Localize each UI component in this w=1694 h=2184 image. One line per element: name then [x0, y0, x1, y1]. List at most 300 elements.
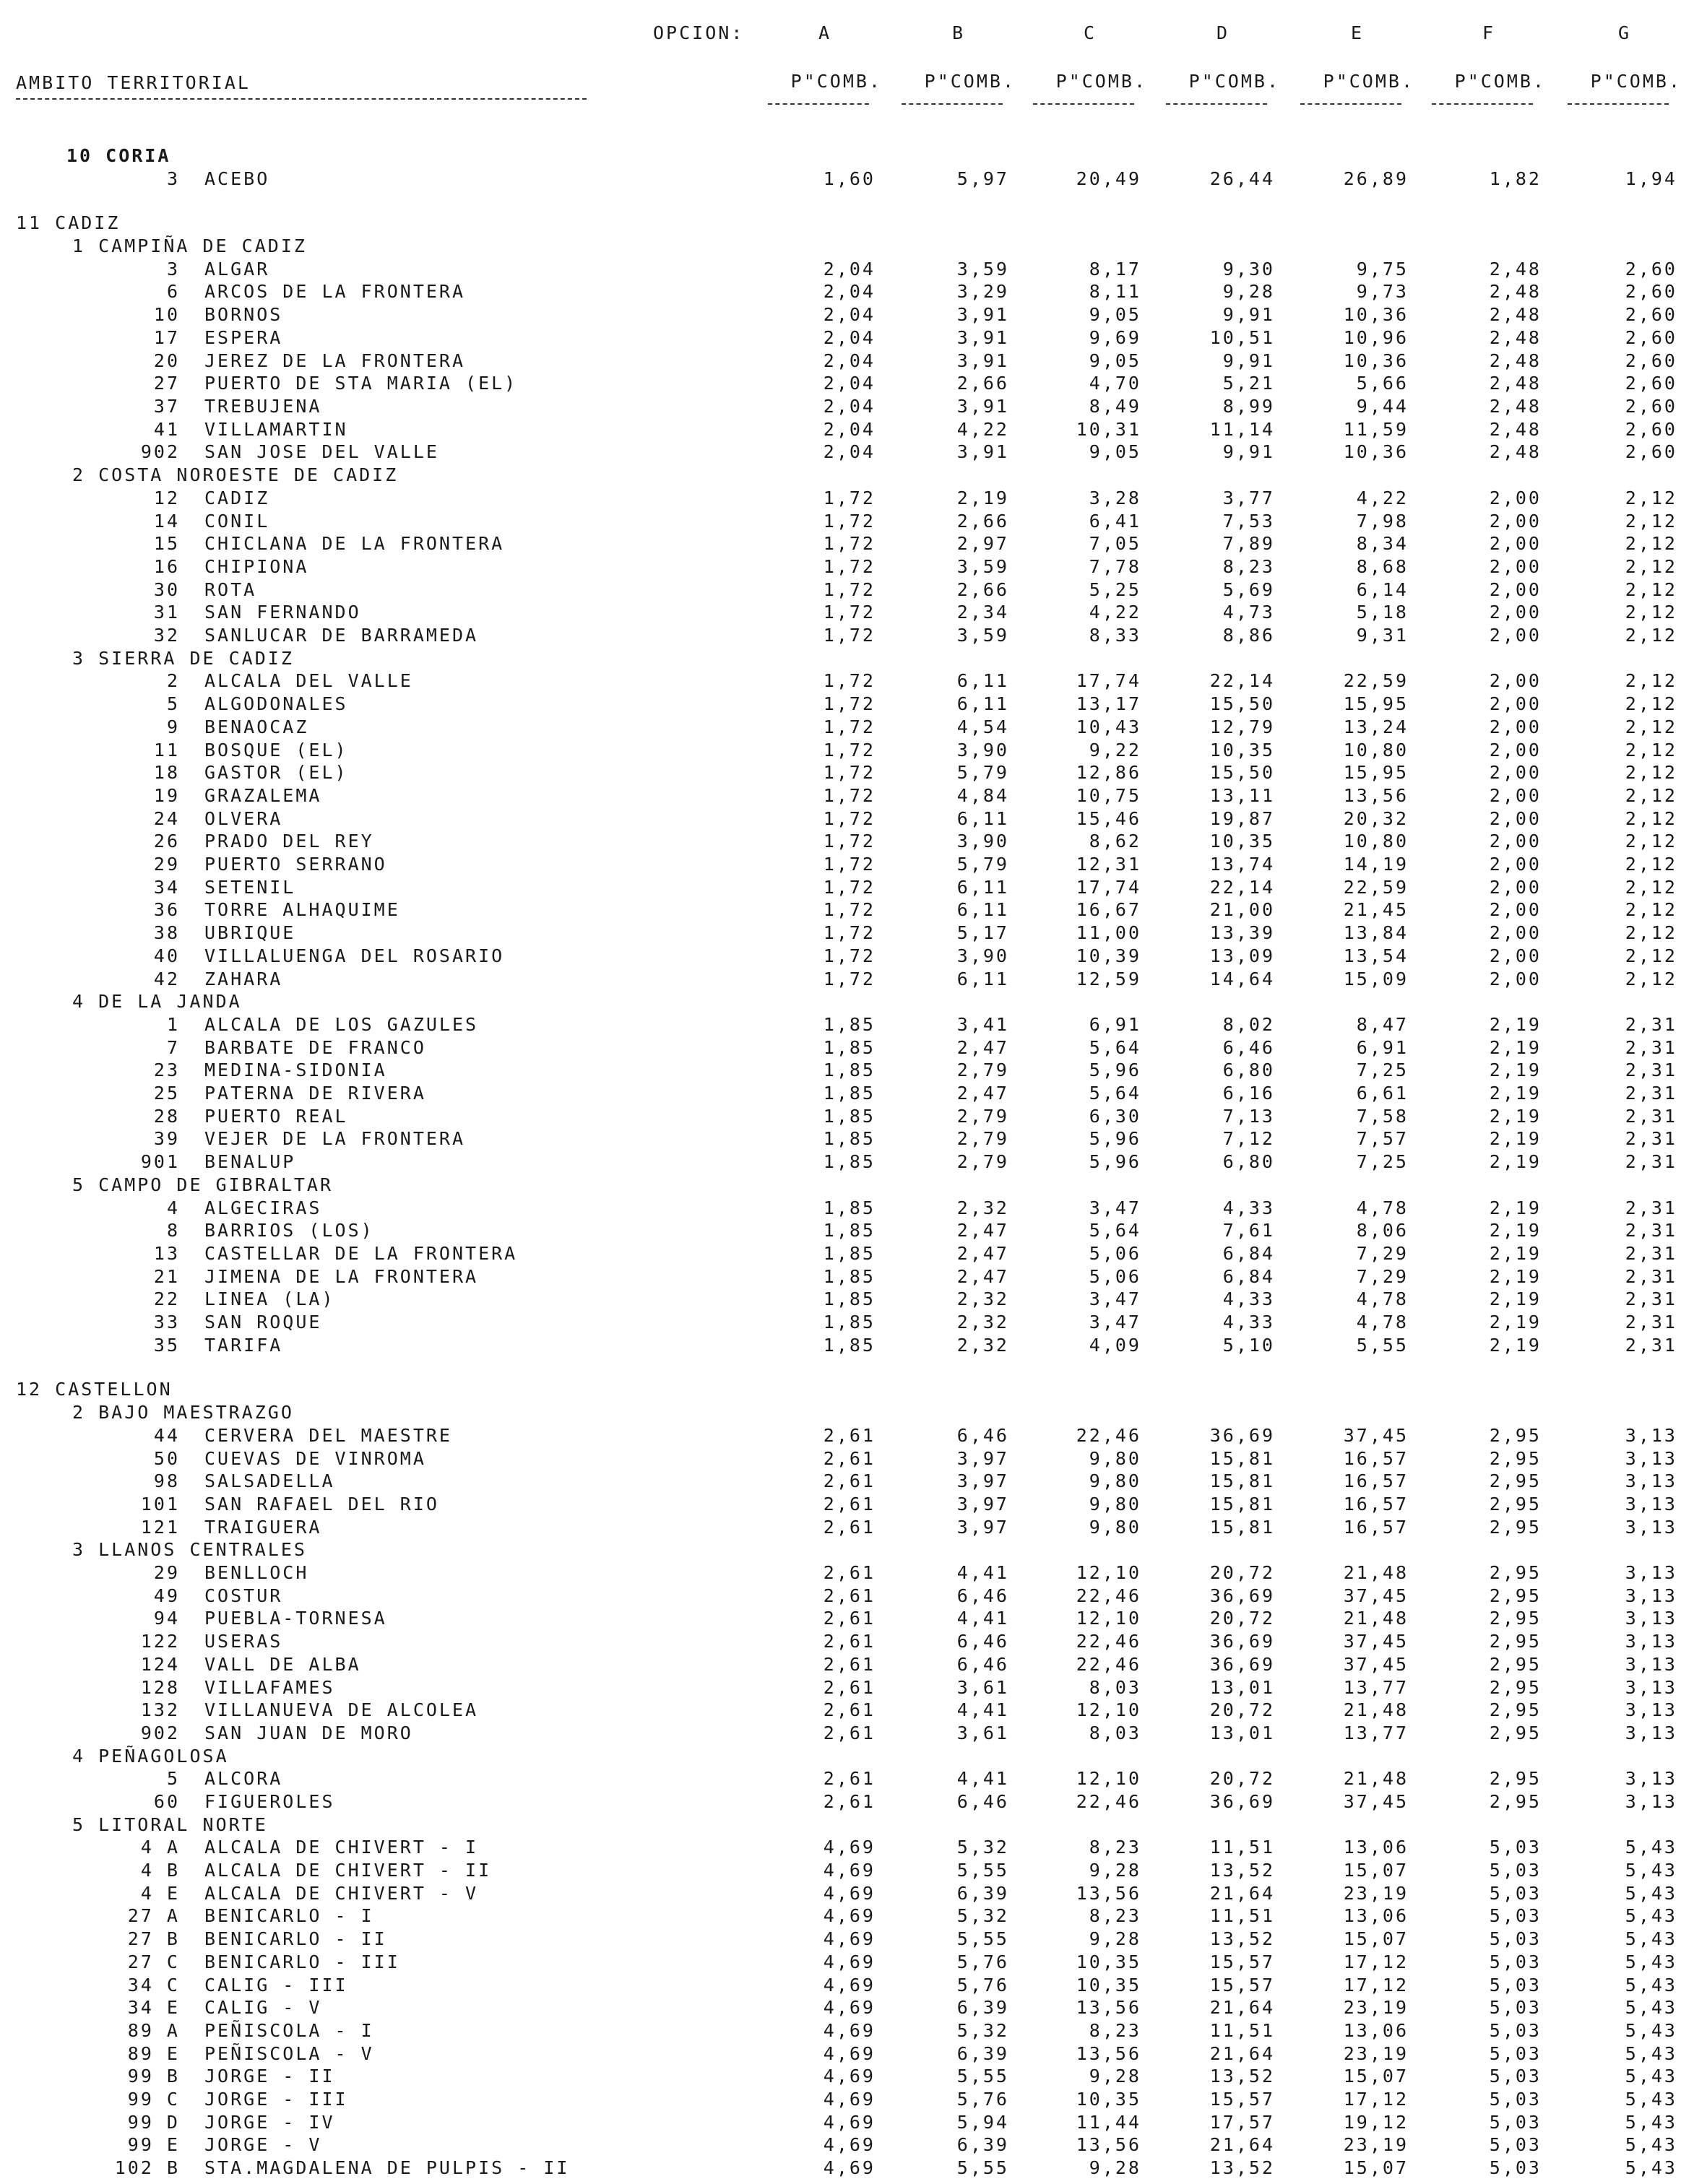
value-c: 3,28 — [1089, 488, 1141, 508]
value-a: 1,85 — [823, 1128, 876, 1149]
comarca-label: 3 LLANOS CENTRALES — [72, 1539, 307, 1560]
value-d: 8,23 — [1222, 556, 1275, 577]
value-d: 11,51 — [1209, 2020, 1275, 2041]
value-c: 10,39 — [1076, 945, 1141, 966]
value-a: 4,69 — [823, 1883, 876, 1904]
value-b: 2,79 — [956, 1128, 1009, 1149]
value-b: 3,29 — [956, 281, 1009, 302]
value-b: 2,66 — [956, 373, 1009, 394]
option-letter-f: F — [1482, 22, 1495, 43]
value-d: 7,89 — [1222, 533, 1275, 554]
value-g: 2,31 — [1625, 1197, 1677, 1218]
value-e: 10,96 — [1343, 327, 1409, 348]
value-b: 6,39 — [956, 1883, 1009, 1904]
municipality-code: 8 — [166, 1220, 180, 1241]
value-b: 3,97 — [956, 1517, 1009, 1538]
value-a: 1,85 — [823, 1106, 876, 1127]
value-d: 21,00 — [1209, 899, 1275, 920]
municipality-code: 2 — [166, 670, 180, 691]
value-g: 2,31 — [1625, 1220, 1677, 1241]
value-d: 5,21 — [1222, 373, 1275, 394]
value-e: 17,12 — [1343, 1951, 1409, 1972]
value-g: 2,12 — [1625, 877, 1677, 898]
municipality-name: UBRIQUE — [204, 922, 296, 943]
value-d: 19,87 — [1209, 808, 1275, 829]
value-d: 36,69 — [1209, 1585, 1275, 1606]
province-row — [0, 144, 1694, 167]
value-g: 3,13 — [1625, 1768, 1677, 1789]
value-e: 15,07 — [1343, 2157, 1409, 2178]
municipality-row — [0, 1790, 1694, 1813]
municipality-code: 42 — [153, 968, 180, 989]
value-a: 1,72 — [823, 556, 876, 577]
value-c: 12,31 — [1076, 854, 1141, 875]
value-f: 2,19 — [1489, 1037, 1542, 1058]
province-row — [0, 212, 1694, 234]
value-c: 5,06 — [1089, 1266, 1141, 1287]
value-a: 2,04 — [823, 350, 876, 371]
value-d: 14,64 — [1209, 968, 1275, 989]
municipality-code: 26 — [153, 831, 180, 852]
value-c: 9,28 — [1089, 1928, 1141, 1949]
value-a: 1,85 — [823, 1288, 876, 1309]
value-f: 2,95 — [1489, 1425, 1542, 1446]
value-c: 13,56 — [1076, 1997, 1141, 2018]
value-e: 10,36 — [1343, 441, 1409, 462]
municipality-code: 902 — [140, 1722, 180, 1743]
value-c: 5,96 — [1089, 1151, 1141, 1172]
municipality-row — [0, 487, 1694, 509]
value-a: 2,61 — [823, 1768, 876, 1789]
value-b: 2,47 — [956, 1037, 1009, 1058]
municipality-row — [0, 1219, 1694, 1242]
value-d: 7,53 — [1222, 511, 1275, 532]
value-g: 5,43 — [1625, 2089, 1677, 2110]
municipality-code: 9 — [166, 716, 180, 737]
value-c: 11,44 — [1076, 2112, 1141, 2133]
value-e: 15,07 — [1343, 2066, 1409, 2086]
value-e: 16,57 — [1343, 1448, 1409, 1469]
municipality-name: JEREZ DE LA FRONTERA — [204, 350, 466, 371]
value-b: 5,94 — [956, 2112, 1009, 2133]
value-c: 22,46 — [1076, 1654, 1141, 1675]
value-a: 1,72 — [823, 511, 876, 532]
comarca-row — [0, 464, 1694, 486]
municipality-code: 124 — [140, 1654, 180, 1675]
municipality-row — [0, 1722, 1694, 1744]
municipality-name: CASTELLAR DE LA FRONTERA — [204, 1243, 518, 1264]
value-e: 10,80 — [1343, 740, 1409, 760]
value-b: 5,55 — [956, 1860, 1009, 1881]
municipality-name: GRAZALEMA — [204, 785, 322, 806]
value-d: 15,57 — [1209, 1975, 1275, 1996]
value-e: 13,84 — [1343, 922, 1409, 943]
value-b: 3,90 — [956, 740, 1009, 760]
value-e: 14,19 — [1343, 854, 1409, 875]
municipality-code: 11 — [153, 740, 180, 760]
value-f: 2,48 — [1489, 373, 1542, 394]
value-g: 2,12 — [1625, 625, 1677, 646]
value-f: 2,00 — [1489, 922, 1542, 943]
value-g: 3,13 — [1625, 1791, 1677, 1812]
municipality-row — [0, 326, 1694, 349]
municipality-name: BORNOS — [204, 304, 283, 325]
municipality-name: ALCALA DE LOS GAZULES — [204, 1014, 479, 1035]
value-a: 4,69 — [823, 1837, 876, 1858]
value-f: 2,19 — [1489, 1151, 1542, 1172]
value-e: 15,95 — [1343, 693, 1409, 714]
value-e: 4,78 — [1356, 1197, 1409, 1218]
value-b: 4,22 — [956, 419, 1009, 440]
value-c: 8,17 — [1089, 259, 1141, 280]
value-a: 2,61 — [823, 1448, 876, 1469]
municipality-row — [0, 1265, 1694, 1288]
value-e: 7,58 — [1356, 1106, 1409, 1127]
value-g: 2,12 — [1625, 854, 1677, 875]
value-d: 6,80 — [1222, 1151, 1275, 1172]
value-c: 13,56 — [1076, 1883, 1141, 1904]
value-c: 5,96 — [1089, 1128, 1141, 1149]
municipality-code: 1 — [166, 1014, 180, 1035]
value-f: 2,00 — [1489, 716, 1542, 737]
value-c: 8,03 — [1089, 1677, 1141, 1698]
value-c: 20,49 — [1076, 168, 1141, 189]
value-f: 2,00 — [1489, 488, 1542, 508]
value-g: 2,60 — [1625, 396, 1677, 417]
value-e: 7,57 — [1356, 1128, 1409, 1149]
value-b: 2,32 — [956, 1335, 1009, 1356]
value-a: 1,85 — [823, 1266, 876, 1287]
value-b: 5,32 — [956, 1837, 1009, 1858]
value-c: 5,96 — [1089, 1060, 1141, 1080]
value-f: 2,00 — [1489, 762, 1542, 783]
value-d: 22,14 — [1209, 670, 1275, 691]
value-f: 2,48 — [1489, 327, 1542, 348]
value-e: 13,77 — [1343, 1722, 1409, 1743]
municipality-row — [0, 898, 1694, 921]
value-a: 1,60 — [823, 168, 876, 189]
value-e: 15,07 — [1343, 1928, 1409, 1949]
municipality-row — [0, 853, 1694, 875]
value-f: 2,95 — [1489, 1654, 1542, 1675]
value-g: 2,12 — [1625, 602, 1677, 623]
value-c: 9,80 — [1089, 1448, 1141, 1469]
value-g: 5,43 — [1625, 2134, 1677, 2155]
value-c: 12,86 — [1076, 762, 1141, 783]
municipality-code: 5 — [166, 1768, 180, 1789]
value-g: 3,13 — [1625, 1585, 1677, 1606]
municipality-row — [0, 1127, 1694, 1150]
value-e: 5,55 — [1356, 1335, 1409, 1356]
value-e: 37,45 — [1343, 1585, 1409, 1606]
value-g: 2,12 — [1625, 556, 1677, 577]
column-header-g: P"COMB. — [1590, 71, 1682, 92]
municipality-code: 34 C — [127, 1975, 180, 1996]
municipality-code: 18 — [153, 762, 180, 783]
value-b: 3,91 — [956, 327, 1009, 348]
value-g: 5,43 — [1625, 2112, 1677, 2133]
value-c: 9,28 — [1089, 2066, 1141, 2086]
value-b: 6,39 — [956, 2043, 1009, 2064]
municipality-code: 44 — [153, 1425, 180, 1446]
value-g: 3,13 — [1625, 1631, 1677, 1652]
comarca-row — [0, 647, 1694, 670]
value-e: 13,06 — [1343, 1837, 1409, 1858]
municipality-name: LINEA (LA) — [204, 1288, 335, 1309]
value-f: 2,48 — [1489, 304, 1542, 325]
value-a: 2,04 — [823, 396, 876, 417]
value-c: 5,64 — [1089, 1083, 1141, 1104]
municipality-name: TORRE ALHAQUIME — [204, 899, 400, 920]
municipality-row — [0, 258, 1694, 280]
value-g: 3,13 — [1625, 1494, 1677, 1514]
value-e: 15,95 — [1343, 762, 1409, 783]
municipality-row — [0, 1150, 1694, 1173]
value-e: 21,45 — [1343, 899, 1409, 920]
comarca-label: 5 CAMPO DE GIBRALTAR — [72, 1174, 334, 1195]
value-f: 2,19 — [1489, 1220, 1542, 1241]
value-c: 4,09 — [1089, 1335, 1141, 1356]
value-c: 10,75 — [1076, 785, 1141, 806]
value-g: 2,12 — [1625, 579, 1677, 600]
value-d: 20,72 — [1209, 1562, 1275, 1583]
value-b: 3,59 — [956, 625, 1009, 646]
value-a: 1,72 — [823, 740, 876, 760]
municipality-name: PUERTO DE STA MARIA (EL) — [204, 373, 518, 394]
municipality-code: 101 — [140, 1494, 180, 1514]
value-e: 37,45 — [1343, 1631, 1409, 1652]
value-a: 1,72 — [823, 693, 876, 714]
municipality-name: JORGE - IV — [204, 2112, 335, 2133]
value-d: 6,80 — [1222, 1060, 1275, 1080]
value-d: 13,52 — [1209, 2157, 1275, 2178]
value-f: 2,00 — [1489, 831, 1542, 852]
value-b: 6,46 — [956, 1631, 1009, 1652]
municipality-code: 36 — [153, 899, 180, 920]
value-e: 7,25 — [1356, 1060, 1409, 1080]
value-d: 10,51 — [1209, 327, 1275, 348]
municipality-name: VILLAMARTIN — [204, 419, 348, 440]
value-f: 2,95 — [1489, 1494, 1542, 1514]
value-g: 5,43 — [1625, 1951, 1677, 1972]
municipality-name: ROTA — [204, 579, 257, 600]
municipality-name: VILLALUENGA DEL ROSARIO — [204, 945, 505, 966]
municipality-code: 32 — [153, 625, 180, 646]
municipality-row — [0, 1836, 1694, 1858]
value-c: 15,46 — [1076, 808, 1141, 829]
value-e: 23,19 — [1343, 1997, 1409, 2018]
municipality-name: VALL DE ALBA — [204, 1654, 361, 1675]
value-f: 5,03 — [1489, 2112, 1542, 2133]
municipality-name: BARRIOS (LOS) — [204, 1220, 374, 1241]
municipality-name: ARCOS DE LA FRONTERA — [204, 281, 466, 302]
value-d: 17,57 — [1209, 2112, 1275, 2133]
municipality-code: 12 — [153, 488, 180, 508]
municipality-code: 22 — [153, 1288, 180, 1309]
value-d: 15,81 — [1209, 1494, 1275, 1514]
municipality-row — [0, 2111, 1694, 2133]
municipality-name: SAN JOSE DEL VALLE — [204, 441, 439, 462]
value-c: 3,47 — [1089, 1288, 1141, 1309]
province-label: 12 CASTELLON — [16, 1379, 173, 1400]
value-c: 10,31 — [1076, 419, 1141, 440]
municipality-row — [0, 968, 1694, 990]
value-d: 12,79 — [1209, 716, 1275, 737]
value-d: 5,10 — [1222, 1335, 1275, 1356]
value-a: 1,72 — [823, 831, 876, 852]
value-a: 4,69 — [823, 2089, 876, 2110]
value-e: 10,36 — [1343, 304, 1409, 325]
value-g: 2,60 — [1625, 281, 1677, 302]
municipality-name: BENICARLO - I — [204, 1905, 374, 1926]
value-b: 5,79 — [956, 762, 1009, 783]
value-g: 2,12 — [1625, 968, 1677, 989]
value-b: 6,46 — [956, 1791, 1009, 1812]
value-a: 4,69 — [823, 1951, 876, 1972]
value-g: 3,13 — [1625, 1425, 1677, 1446]
value-e: 23,19 — [1343, 1883, 1409, 1904]
opcion-label: OPCION: — [653, 22, 745, 43]
value-d: 22,14 — [1209, 877, 1275, 898]
value-b: 2,79 — [956, 1060, 1009, 1080]
value-c: 17,74 — [1076, 877, 1141, 898]
value-a: 4,69 — [823, 1975, 876, 1996]
value-f: 2,95 — [1489, 1517, 1542, 1538]
comarca-row — [0, 1745, 1694, 1767]
value-f: 5,03 — [1489, 1905, 1542, 1926]
municipality-row — [0, 1996, 1694, 2019]
column-header-e: P"COMB. — [1323, 71, 1414, 92]
value-a: 1,72 — [823, 968, 876, 989]
value-e: 7,98 — [1356, 511, 1409, 532]
value-f: 2,95 — [1489, 1562, 1542, 1583]
value-d: 4,33 — [1222, 1288, 1275, 1309]
municipality-row — [0, 395, 1694, 417]
value-f: 2,19 — [1489, 1128, 1542, 1149]
value-d: 11,51 — [1209, 1837, 1275, 1858]
value-g: 2,31 — [1625, 1312, 1677, 1332]
value-d: 15,81 — [1209, 1470, 1275, 1491]
value-b: 6,46 — [956, 1585, 1009, 1606]
value-c: 9,69 — [1089, 327, 1141, 348]
comarca-label: 4 DE LA JANDA — [72, 991, 242, 1012]
value-c: 9,22 — [1089, 740, 1141, 760]
comarca-row — [0, 235, 1694, 257]
option-letter-g: G — [1617, 22, 1631, 43]
value-a: 4,69 — [823, 2134, 876, 2155]
value-b: 2,47 — [956, 1083, 1009, 1104]
value-e: 6,91 — [1356, 1037, 1409, 1058]
value-c: 9,28 — [1089, 1860, 1141, 1881]
value-b: 6,46 — [956, 1425, 1009, 1446]
value-a: 1,72 — [823, 877, 876, 898]
municipality-row — [0, 280, 1694, 303]
value-a: 1,85 — [823, 1243, 876, 1264]
value-a: 4,69 — [823, 2066, 876, 2086]
value-e: 26,89 — [1343, 168, 1409, 189]
municipality-code: 27 C — [127, 1951, 180, 1972]
comarca-row — [0, 990, 1694, 1013]
value-d: 10,35 — [1209, 831, 1275, 852]
value-b: 6,11 — [956, 877, 1009, 898]
value-b: 2,32 — [956, 1288, 1009, 1309]
value-c: 12,10 — [1076, 1608, 1141, 1629]
value-a: 2,61 — [823, 1654, 876, 1675]
value-e: 16,57 — [1343, 1470, 1409, 1491]
value-d: 9,91 — [1222, 441, 1275, 462]
value-a: 2,04 — [823, 304, 876, 325]
value-d: 7,12 — [1222, 1128, 1275, 1149]
comarca-row — [0, 1174, 1694, 1196]
value-b: 5,17 — [956, 922, 1009, 943]
value-e: 9,31 — [1356, 625, 1409, 646]
value-b: 2,79 — [956, 1151, 1009, 1172]
value-g: 2,12 — [1625, 945, 1677, 966]
value-f: 2,95 — [1489, 1470, 1542, 1491]
value-d: 4,33 — [1222, 1312, 1275, 1332]
value-e: 17,12 — [1343, 2089, 1409, 2110]
value-a: 1,85 — [823, 1083, 876, 1104]
municipality-name: CERVERA DEL MAESTRE — [204, 1425, 452, 1446]
column-underline — [1033, 103, 1134, 105]
value-a: 2,61 — [823, 1517, 876, 1538]
value-d: 13,11 — [1209, 785, 1275, 806]
municipality-name: JORGE - V — [204, 2134, 322, 2155]
value-g: 3,13 — [1625, 1699, 1677, 1720]
value-f: 2,00 — [1489, 808, 1542, 829]
municipality-code: 29 — [153, 1562, 180, 1583]
municipality-name: BENICARLO - II — [204, 1928, 387, 1949]
value-e: 21,48 — [1343, 1562, 1409, 1583]
municipality-row — [0, 1928, 1694, 1950]
municipality-name: SAN ROQUE — [204, 1312, 322, 1332]
municipality-row — [0, 372, 1694, 394]
value-f: 5,03 — [1489, 1997, 1542, 2018]
value-a: 2,04 — [823, 259, 876, 280]
value-d: 13,52 — [1209, 1860, 1275, 1881]
value-g: 2,31 — [1625, 1151, 1677, 1172]
value-b: 3,91 — [956, 304, 1009, 325]
value-e: 9,73 — [1356, 281, 1409, 302]
municipality-name: FIGUEROLES — [204, 1791, 335, 1812]
value-b: 6,39 — [956, 1997, 1009, 2018]
value-f: 2,00 — [1489, 602, 1542, 623]
value-g: 2,31 — [1625, 1243, 1677, 1264]
value-d: 13,52 — [1209, 2066, 1275, 2086]
value-f: 5,03 — [1489, 1928, 1542, 1949]
value-f: 2,48 — [1489, 419, 1542, 440]
value-c: 3,47 — [1089, 1312, 1141, 1332]
value-e: 19,12 — [1343, 2112, 1409, 2133]
value-b: 2,32 — [956, 1197, 1009, 1218]
value-a: 4,69 — [823, 1860, 876, 1881]
municipality-name: MEDINA-SIDONIA — [204, 1060, 387, 1080]
comarca-label: 1 CAMPIÑA DE CADIZ — [72, 235, 307, 256]
value-d: 9,91 — [1222, 304, 1275, 325]
municipality-row — [0, 1607, 1694, 1629]
municipality-row — [0, 624, 1694, 646]
value-c: 4,22 — [1089, 602, 1141, 623]
value-d: 13,01 — [1209, 1677, 1275, 1698]
municipality-name: ALCALA DE CHIVERT - II — [204, 1860, 492, 1881]
municipality-name: ESPERA — [204, 327, 283, 348]
value-b: 3,61 — [956, 1677, 1009, 1698]
municipality-row — [0, 922, 1694, 944]
municipality-row — [0, 784, 1694, 807]
municipality-name: PEÑISCOLA - I — [204, 2020, 374, 2041]
municipality-code: 121 — [140, 1517, 180, 1538]
value-d: 3,77 — [1222, 488, 1275, 508]
